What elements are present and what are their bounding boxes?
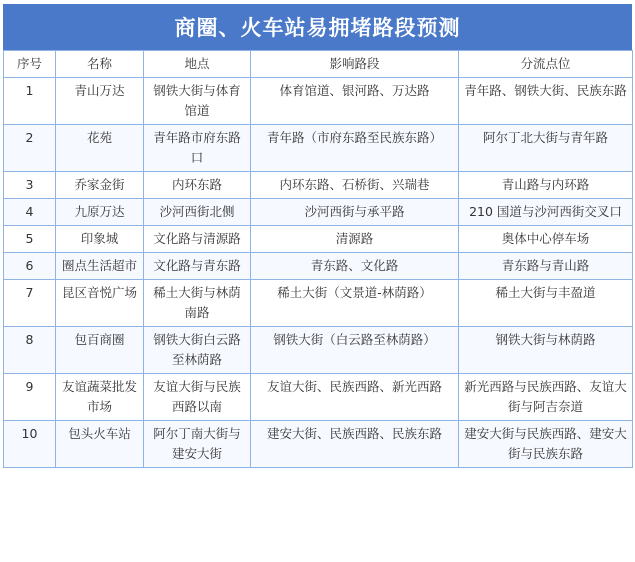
cell-index: 3: [4, 172, 56, 199]
cell-name: 包头火车站: [56, 421, 144, 468]
cell-affected-roads: 青年路（市府东路至民族东路）: [251, 125, 459, 172]
cell-name: 包百商圈: [56, 327, 144, 374]
cell-index: 2: [4, 125, 56, 172]
cell-location: 文化路与青东路: [144, 253, 251, 280]
table-row: [4, 327, 633, 374]
cell-affected-roads: 沙河西街与承平路: [251, 199, 459, 226]
cell-index: 8: [4, 327, 56, 374]
cell-location: 钢铁大街白云路至林荫路: [144, 327, 251, 374]
cell-affected-roads: 青东路、文化路: [251, 253, 459, 280]
table-row: [4, 125, 633, 172]
cell-location: 内环东路: [144, 172, 251, 199]
table-row: [4, 253, 633, 280]
cell-location: 沙河西街北侧: [144, 199, 251, 226]
cell-name: 昆区音悦广场: [56, 280, 144, 327]
cell-diversion-points: 青东路与青山路: [459, 253, 633, 280]
cell-location: 文化路与清源路: [144, 226, 251, 253]
cell-diversion-points: 210 国道与沙河西街交叉口: [459, 199, 633, 226]
cell-name: 青山万达: [56, 78, 144, 125]
cell-location: 钢铁大街与体育馆道: [144, 78, 251, 125]
table-row: [4, 78, 633, 125]
header-diversion-points: 分流点位: [459, 51, 633, 78]
table-row: [4, 374, 633, 421]
table-row: [4, 199, 633, 226]
cell-index: 10: [4, 421, 56, 468]
cell-index: 4: [4, 199, 56, 226]
cell-name: 花苑: [56, 125, 144, 172]
cell-diversion-points: 钢铁大街与林荫路: [459, 327, 633, 374]
congestion-table: [3, 50, 633, 468]
cell-name: 九原万达: [56, 199, 144, 226]
cell-location: 稀土大街与林荫南路: [144, 280, 251, 327]
cell-affected-roads: 建安大街、民族西路、民族东路: [251, 421, 459, 468]
table-row: [4, 421, 633, 468]
table-row: [4, 172, 633, 199]
cell-diversion-points: 青年路、钢铁大街、民族东路: [459, 78, 633, 125]
cell-diversion-points: 建安大街与民族西路、建安大街与民族东路: [459, 421, 633, 468]
table-row: [4, 280, 633, 327]
table-title: 商圈、火车站易拥堵路段预测: [3, 4, 632, 50]
cell-diversion-points: 奥体中心停车场: [459, 226, 633, 253]
header-index: 序号: [4, 51, 56, 78]
cell-diversion-points: 青山路与内环路: [459, 172, 633, 199]
cell-affected-roads: 内环东路、石桥街、兴瑞巷: [251, 172, 459, 199]
cell-name: 友谊蔬菜批发市场: [56, 374, 144, 421]
cell-index: 7: [4, 280, 56, 327]
cell-name: 印象城: [56, 226, 144, 253]
cell-index: 1: [4, 78, 56, 125]
cell-affected-roads: 钢铁大街（白云路至林荫路）: [251, 327, 459, 374]
header-affected-roads: 影响路段: [251, 51, 459, 78]
cell-affected-roads: 清源路: [251, 226, 459, 253]
cell-diversion-points: 新光西路与民族西路、友谊大街与阿吉奈道: [459, 374, 633, 421]
cell-name: 乔家金街: [56, 172, 144, 199]
cell-index: 9: [4, 374, 56, 421]
table-row: [4, 226, 633, 253]
cell-affected-roads: 稀土大街（文景道-林荫路）: [251, 280, 459, 327]
header-name: 名称: [56, 51, 144, 78]
cell-diversion-points: 阿尔丁北大街与青年路: [459, 125, 633, 172]
cell-location: 青年路市府东路口: [144, 125, 251, 172]
cell-index: 6: [4, 253, 56, 280]
cell-affected-roads: 友谊大街、民族西路、新光西路: [251, 374, 459, 421]
header-location: 地点: [144, 51, 251, 78]
cell-location: 友谊大街与民族西路以南: [144, 374, 251, 421]
cell-location: 阿尔丁南大街与建安大街: [144, 421, 251, 468]
cell-name: 圈点生活超市: [56, 253, 144, 280]
cell-index: 5: [4, 226, 56, 253]
header-row: [4, 51, 633, 78]
cell-diversion-points: 稀土大街与丰盈道: [459, 280, 633, 327]
cell-affected-roads: 体育馆道、银河路、万达路: [251, 78, 459, 125]
